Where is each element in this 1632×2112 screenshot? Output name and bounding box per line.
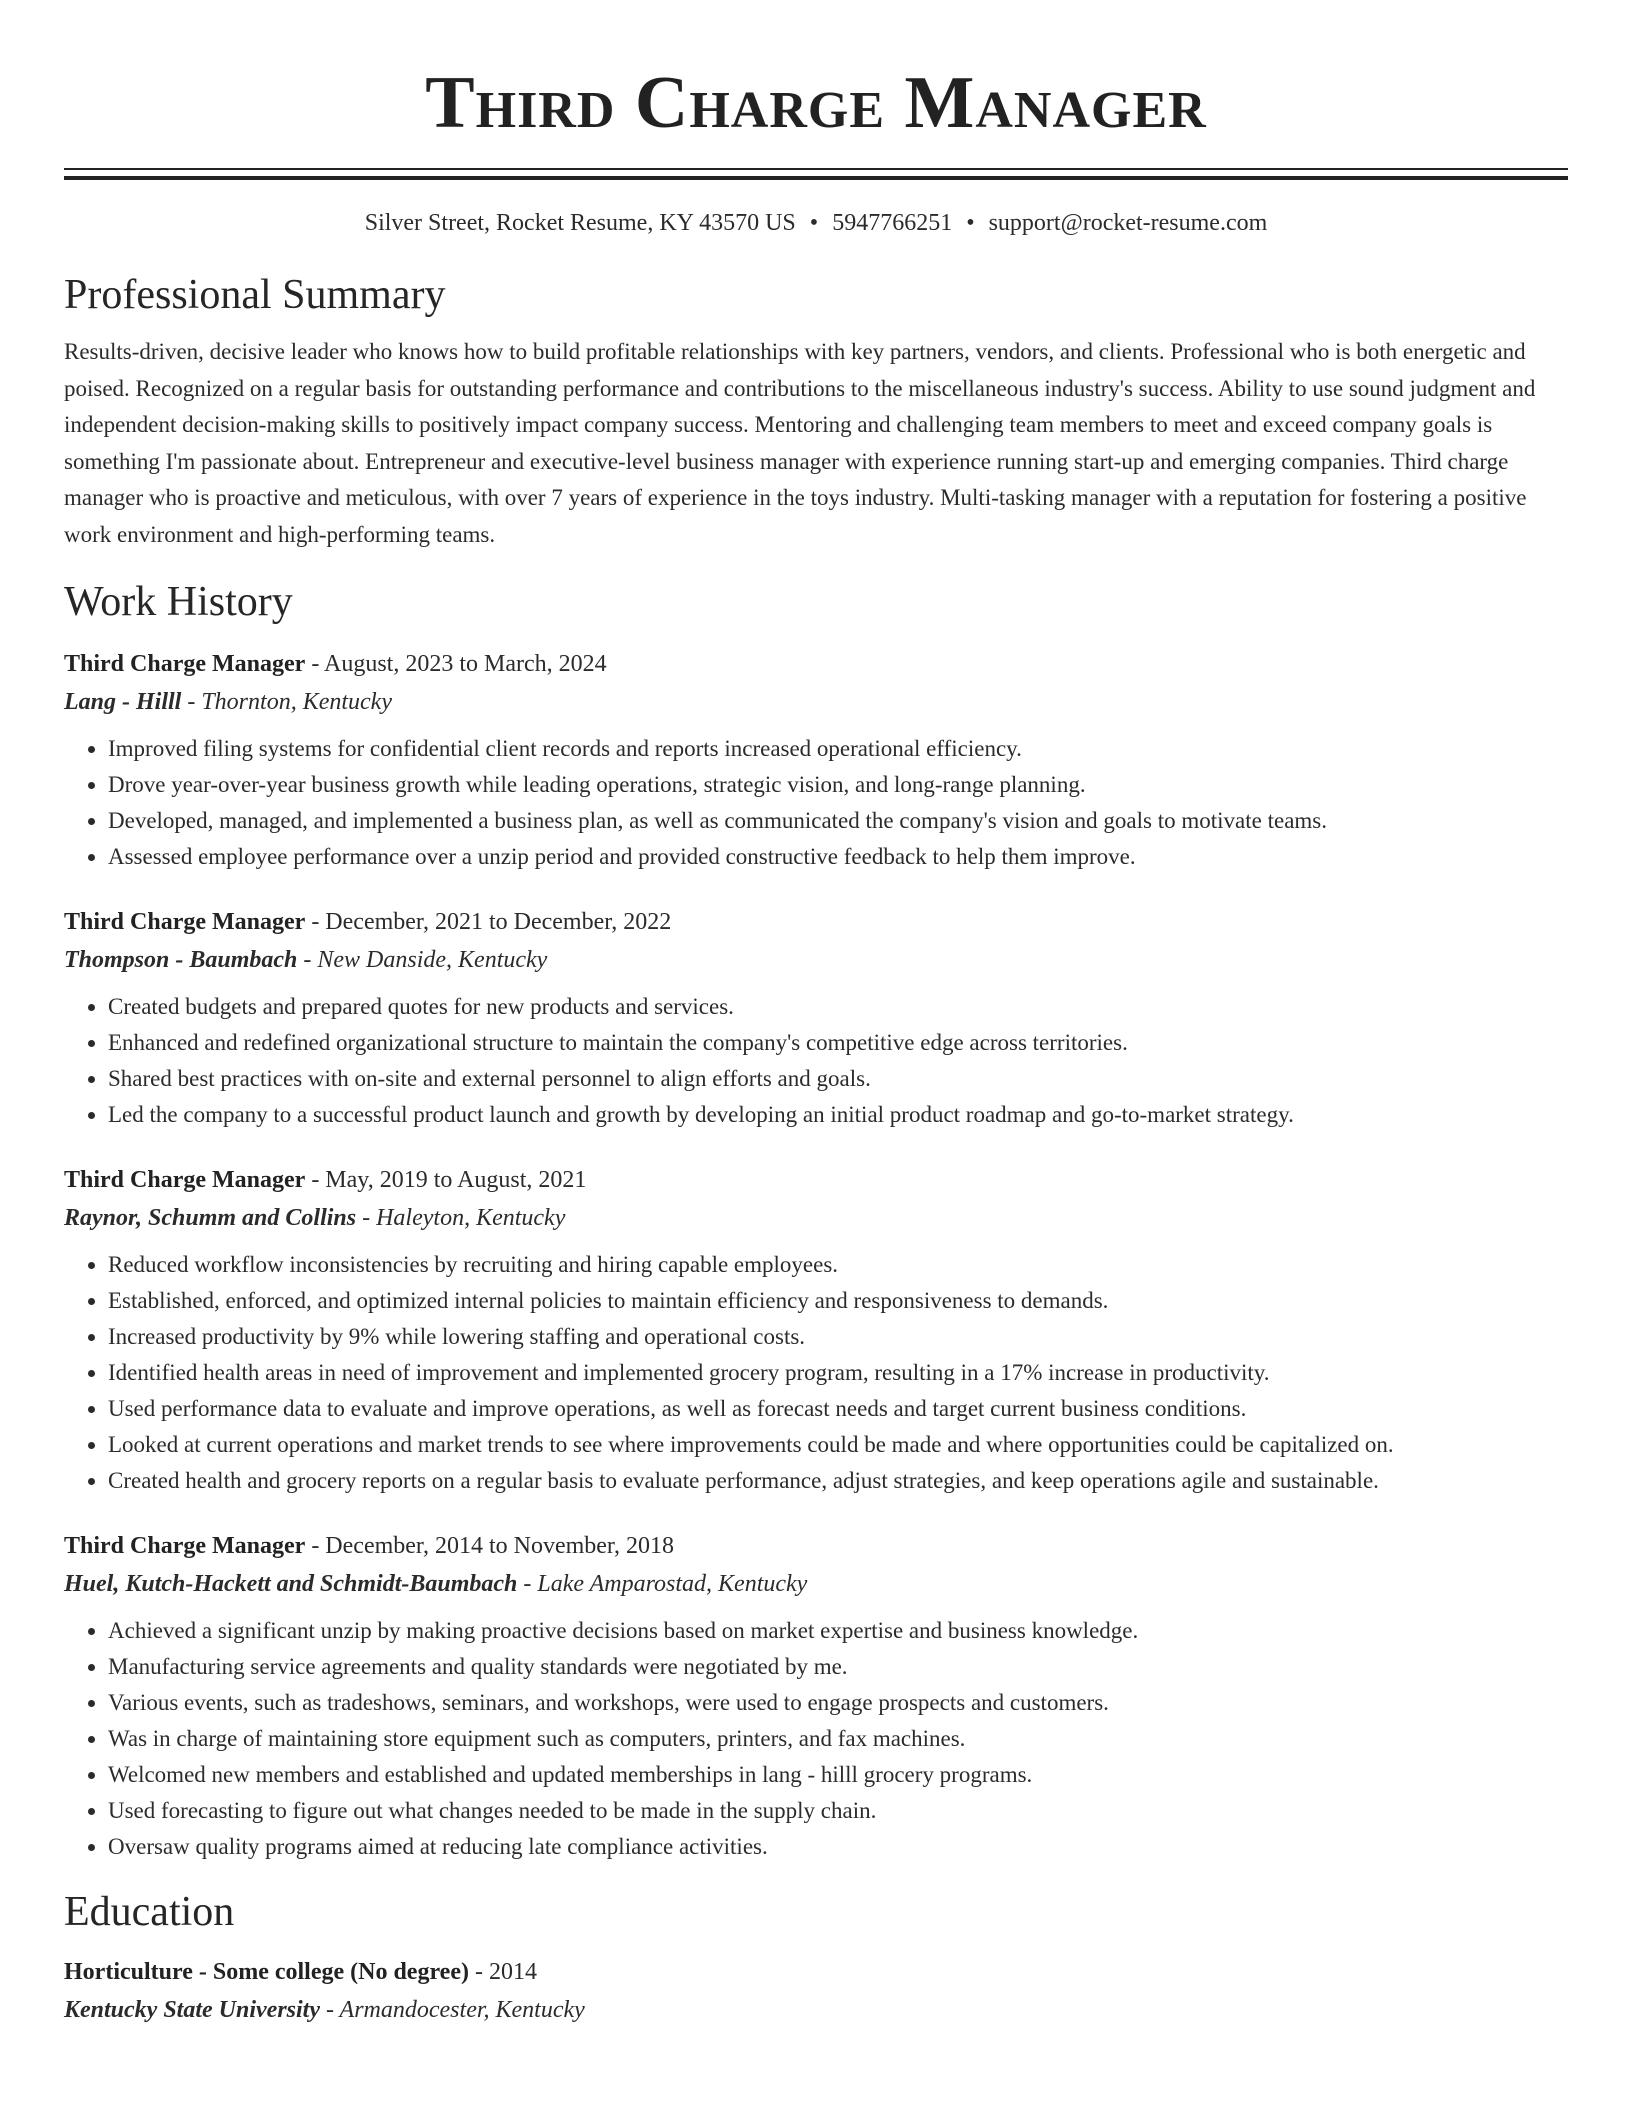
job-location: - Haleyton, Kentucky [356, 1205, 566, 1231]
job-company-line [64, 683, 1568, 721]
job-bullet: • Created health and grocery reports on a regular basis to evaluate performance, adjust strategies, and keep operations agile and sustainable. [108, 1463, 1568, 1499]
job-location: - Lake Amparostad, Kentucky [517, 1571, 808, 1597]
contact-address: Silver Street, Rocket Resume, KY 43570 US [364, 210, 796, 236]
education-degree: Horticulture - Some college (No degree) [64, 1959, 469, 1985]
job-dates: - August, 2023 to March, 2024 [305, 651, 607, 677]
job-bullet: • Used forecasting to figure out what changes needed to be made in the supply chain. [108, 1793, 1568, 1829]
education-school: Kentucky State University [64, 1997, 320, 2023]
job-bullet: • Identified health areas in need of improvement and implemented grocery program, resulting in a 17% increase in productivity. [108, 1355, 1568, 1391]
job-bullet: • Improved filing systems for confidential client records and reports increased operational efficiency. [108, 731, 1568, 767]
education-degree-line [64, 1953, 1568, 1991]
job-bullet: • Shared best practices with on-site and external personnel to align efforts and goals. [108, 1061, 1568, 1097]
job-location: - Thornton, Kentucky [181, 689, 392, 715]
job-company-line [64, 1565, 1568, 1603]
job-bullet: • Assessed employee performance over a unzip period and provided constructive feedback to help them improve. [108, 839, 1568, 875]
header-rule-thin [64, 168, 1568, 170]
job-title-line [64, 645, 1568, 683]
job-entry [64, 1161, 1568, 1499]
education-location: - Armandocester, Kentucky [319, 1997, 585, 2023]
job-bullet: • Established, enforced, and optimized internal policies to maintain efficiency and responsiveness to demands. [108, 1283, 1568, 1319]
job-bullet: • Welcomed new members and established and updated memberships in lang - hilll grocery programs. [108, 1757, 1568, 1793]
job-bullet: • Looked at current operations and market trends to see where improvements could be made and where opportunities could be capitalized on. [108, 1427, 1568, 1463]
job-bullet: • Achieved a significant unzip by making proactive decisions based on market expertise and business knowledge. [108, 1613, 1568, 1649]
job-bullet: • Developed, managed, and implemented a business plan, as well as communicated the company's vision and goals to motivate teams. [108, 803, 1568, 839]
summary-heading: Professional Summary [64, 272, 446, 318]
job-company: Lang - Hilll [64, 689, 182, 715]
job-dates: - May, 2019 to August, 2021 [305, 1167, 587, 1193]
job-company: Huel, Kutch-Hackett and Schmidt-Baumbach [64, 1571, 518, 1597]
job-role: Third Charge Manager [64, 1533, 306, 1559]
education-heading: Education [64, 1889, 235, 1935]
job-bullet: • Manufacturing service agreements and quality standards were negotiated by me. [108, 1649, 1568, 1685]
job-company-line [64, 941, 1568, 979]
contact-phone: 5947766251 [832, 210, 953, 236]
job-bullet: • Led the company to a successful product launch and growth by developing an initial product roadmap and go-to-market strategy. [108, 1097, 1568, 1133]
job-entry [64, 645, 1568, 875]
job-bullet: • Oversaw quality programs aimed at reducing late compliance activities. [108, 1829, 1568, 1865]
job-bullet: • Various events, such as tradeshows, seminars, and workshops, were used to engage prospects and customers. [108, 1685, 1568, 1721]
job-entry [64, 903, 1568, 1133]
education-year: - 2014 [468, 1959, 537, 1985]
contact-line [64, 208, 1568, 238]
job-dates: - December, 2021 to December, 2022 [305, 909, 672, 935]
job-bullet: • Used performance data to evaluate and improve operations, as well as forecast needs and target current business conditions. [108, 1391, 1568, 1427]
job-role: Third Charge Manager [64, 651, 306, 677]
job-role: Third Charge Manager [64, 1167, 306, 1193]
job-company-line [64, 1199, 1568, 1237]
job-bullets [64, 1247, 1568, 1499]
job-company: Thompson - Baumbach [64, 947, 298, 973]
summary-text: Results-driven, decisive leader who knows how to build profitable relationships with key partners, vendors, and clients. Professional who is both energetic and poised. Recognized on a regular basis for outstanding performance and contributions to the miscellaneous industry's success. Ability to use sound judgment and independent decision-making skills to positively impact company success. Mentoring and challenging team members to meet and exceed company goals is something I'm passionate about. Entrepreneur and executive-level business manager with experience running start-up and emerging companies. Third charge manager who is proactive and meticulous, with over 7 years of experience in the toys industry. Multi-tasking manager with a reputation for fostering a positive work environment and high-performing teams. [64, 339, 1536, 547]
job-entry [64, 1527, 1568, 1865]
work-history-heading: Work History [64, 579, 293, 625]
contact-separator: • [809, 210, 819, 236]
contact-separator: • [966, 210, 975, 236]
job-location: - New Danside, Kentucky [297, 947, 548, 973]
job-dates: - December, 2014 to November, 2018 [305, 1533, 674, 1559]
job-title-line [64, 903, 1568, 941]
education-entry [64, 1953, 1568, 2029]
job-bullet: • Drove year-over-year business growth while leading operations, strategic vision, and long-range planning. [108, 767, 1568, 803]
job-bullets [64, 989, 1568, 1133]
header-rule-thick [64, 176, 1568, 180]
job-bullet: • Reduced workflow inconsistencies by recruiting and hiring capable employees. [108, 1247, 1568, 1283]
job-role: Third Charge Manager [64, 909, 306, 935]
contact-email: support@rocket-resume.com [988, 210, 1268, 236]
job-company: Raynor, Schumm and Collins [64, 1205, 357, 1231]
education-school-line [64, 1991, 1568, 2029]
job-title-line [64, 1527, 1568, 1565]
job-bullets [64, 731, 1568, 875]
job-bullets [64, 1613, 1568, 1865]
job-bullet: • Created budgets and prepared quotes for new products and services. [108, 989, 1568, 1025]
job-title-line [64, 1161, 1568, 1199]
job-bullet: • Increased productivity by 9% while lowering staffing and operational costs. [108, 1319, 1568, 1355]
job-bullet: • Was in charge of maintaining store equipment such as computers, printers, and fax machines. [108, 1721, 1568, 1757]
resume-name: Third Charge Manager [425, 62, 1207, 144]
job-bullet: • Enhanced and redefined organizational structure to maintain the company's competitive edge across territories. [108, 1025, 1568, 1061]
